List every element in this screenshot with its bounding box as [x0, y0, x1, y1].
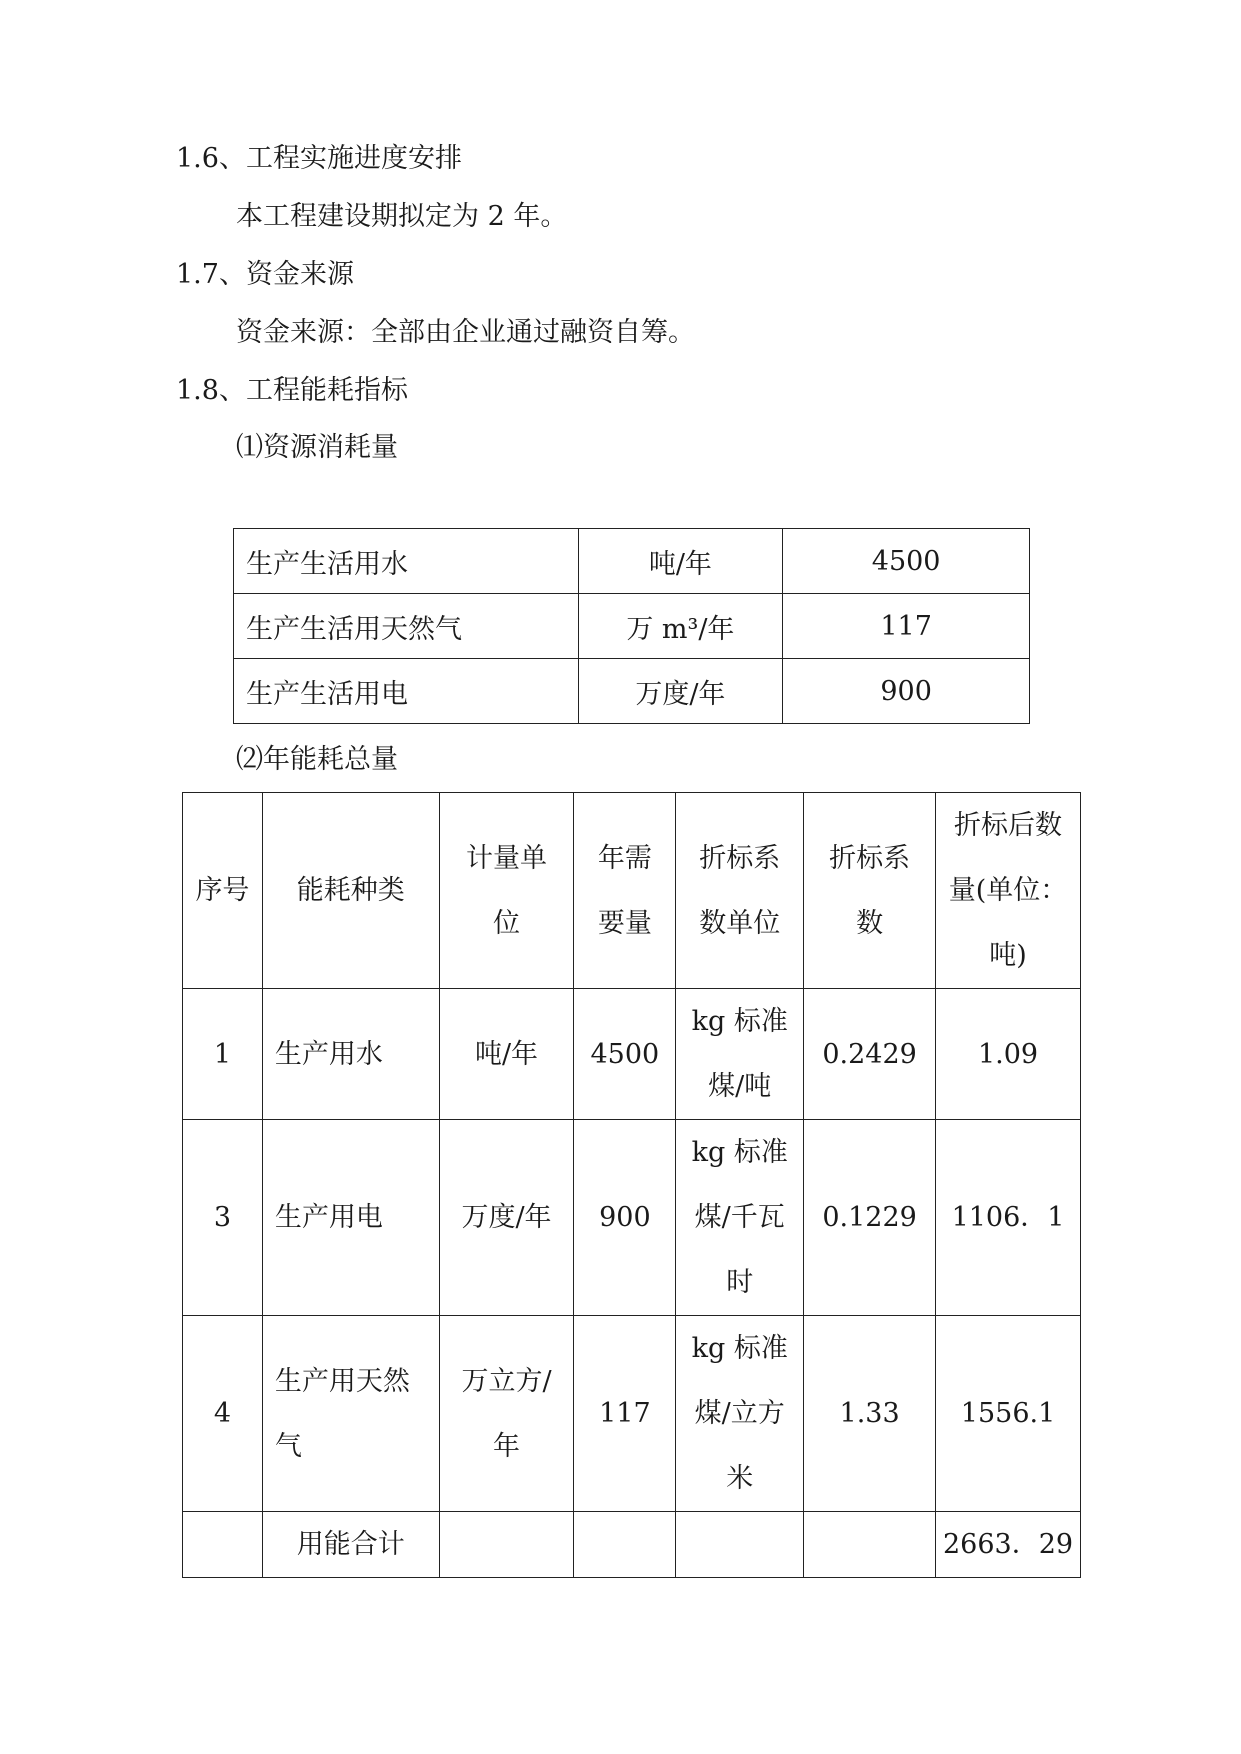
header-coef — [804, 793, 936, 989]
row-unit: 吨/年 — [439, 989, 574, 1120]
section-1-7-heading: 1.7、资金来源 — [176, 259, 354, 290]
subsection-annual-energy: ⑵年能耗总量 — [236, 744, 398, 775]
header-demand — [574, 793, 676, 989]
row-coef-unit-line: 时 — [726, 1267, 754, 1298]
row-unit: 万度/年 — [439, 1120, 574, 1316]
header-unit-line: 位 — [493, 907, 520, 939]
resource-name: 生产生活用电 — [234, 659, 579, 724]
table-total-row — [183, 1512, 1081, 1578]
section-1-7-text: 资金来源：全部由企业通过融资自筹。 — [236, 317, 695, 348]
table-row — [234, 594, 1030, 659]
row-coef: 1.33 — [804, 1316, 936, 1512]
total-empty — [804, 1512, 936, 1578]
row-coef-unit-line: 米 — [726, 1463, 754, 1494]
header-result-line: 量(单位： — [948, 875, 1068, 906]
row-result: 1106．1 — [936, 1120, 1081, 1316]
row-unit-line: 年 — [493, 1430, 520, 1462]
energy-consumption-table — [182, 792, 1081, 1578]
row-coef-unit — [676, 989, 804, 1120]
table-row — [183, 989, 1081, 1120]
row-category: 生产用水 — [262, 989, 439, 1120]
subsection-resource-consumption: ⑴资源消耗量 — [236, 432, 398, 463]
header-result-line: 折标后数 — [954, 810, 1063, 841]
header-result-line: 吨) — [989, 940, 1027, 971]
resource-consumption-table — [233, 528, 1030, 724]
total-label: 用能合计 — [262, 1512, 439, 1578]
header-result — [936, 793, 1081, 989]
row-coef-unit — [676, 1120, 804, 1316]
row-coef-unit-line: kg 标准 — [691, 1006, 788, 1037]
header-demand-line: 要量 — [597, 907, 652, 939]
header-coef-unit — [676, 793, 804, 989]
row-coef-unit — [676, 1316, 804, 1512]
row-coef: 0.2429 — [804, 989, 936, 1120]
header-seq: 序号 — [183, 793, 263, 989]
resource-name: 生产生活用天然气 — [234, 594, 579, 659]
row-demand: 900 — [574, 1120, 676, 1316]
table-row — [183, 1316, 1081, 1512]
resource-value: 4500 — [783, 529, 1030, 594]
table-row — [234, 659, 1030, 724]
row-demand: 4500 — [574, 989, 676, 1120]
row-coef: 0.1229 — [804, 1120, 936, 1316]
row-category — [262, 1316, 439, 1512]
header-coef-unit-line: 折标系 — [699, 842, 781, 874]
header-category: 能耗种类 — [262, 793, 439, 989]
resource-value: 117 — [783, 594, 1030, 659]
section-1-8-heading: 1.8、工程能耗指标 — [176, 375, 408, 406]
header-unit — [439, 793, 574, 989]
row-category-line: 气 — [274, 1430, 302, 1462]
row-coef-unit-line: kg 标准 — [691, 1137, 788, 1168]
row-unit-line: 万立方/ — [461, 1365, 552, 1397]
row-category: 生产用电 — [262, 1120, 439, 1316]
resource-unit: 万度/年 — [578, 659, 783, 724]
row-seq: 3 — [183, 1120, 263, 1316]
row-seq: 1 — [183, 989, 263, 1120]
header-unit-line: 计量单 — [466, 842, 547, 874]
row-coef-unit-line: 煤/千瓦 — [694, 1202, 785, 1233]
row-unit — [439, 1316, 574, 1512]
resource-value: 900 — [783, 659, 1030, 724]
header-coef-line: 数 — [856, 907, 884, 939]
row-coef-unit-line: 煤/吨 — [708, 1071, 772, 1102]
header-coef-unit-line: 数单位 — [699, 907, 781, 939]
header-coef-line: 折标系 — [829, 842, 911, 874]
resource-unit: 万 m³/年 — [578, 594, 783, 659]
total-empty — [676, 1512, 804, 1578]
total-empty — [574, 1512, 676, 1578]
row-coef-unit-line: 煤/立方 — [694, 1398, 785, 1429]
total-result: 2663．29 — [936, 1512, 1081, 1578]
row-seq: 4 — [183, 1316, 263, 1512]
header-demand-line: 年需 — [597, 842, 652, 874]
resource-name: 生产生活用水 — [234, 529, 579, 594]
total-seq — [183, 1512, 263, 1578]
row-demand: 117 — [574, 1316, 676, 1512]
row-category-line: 生产用天然 — [274, 1365, 410, 1397]
row-result: 1556.1 — [936, 1316, 1081, 1512]
section-1-6-heading: 1.6、工程实施进度安排 — [176, 143, 462, 174]
table-row — [183, 1120, 1081, 1316]
total-empty — [439, 1512, 574, 1578]
row-coef-unit-line: kg 标准 — [691, 1333, 788, 1364]
resource-unit: 吨/年 — [578, 529, 783, 594]
table-row — [234, 529, 1030, 594]
table-header-row — [183, 793, 1081, 989]
row-result: 1.09 — [936, 989, 1081, 1120]
section-1-6-text: 本工程建设期拟定为 2 年。 — [236, 201, 568, 232]
